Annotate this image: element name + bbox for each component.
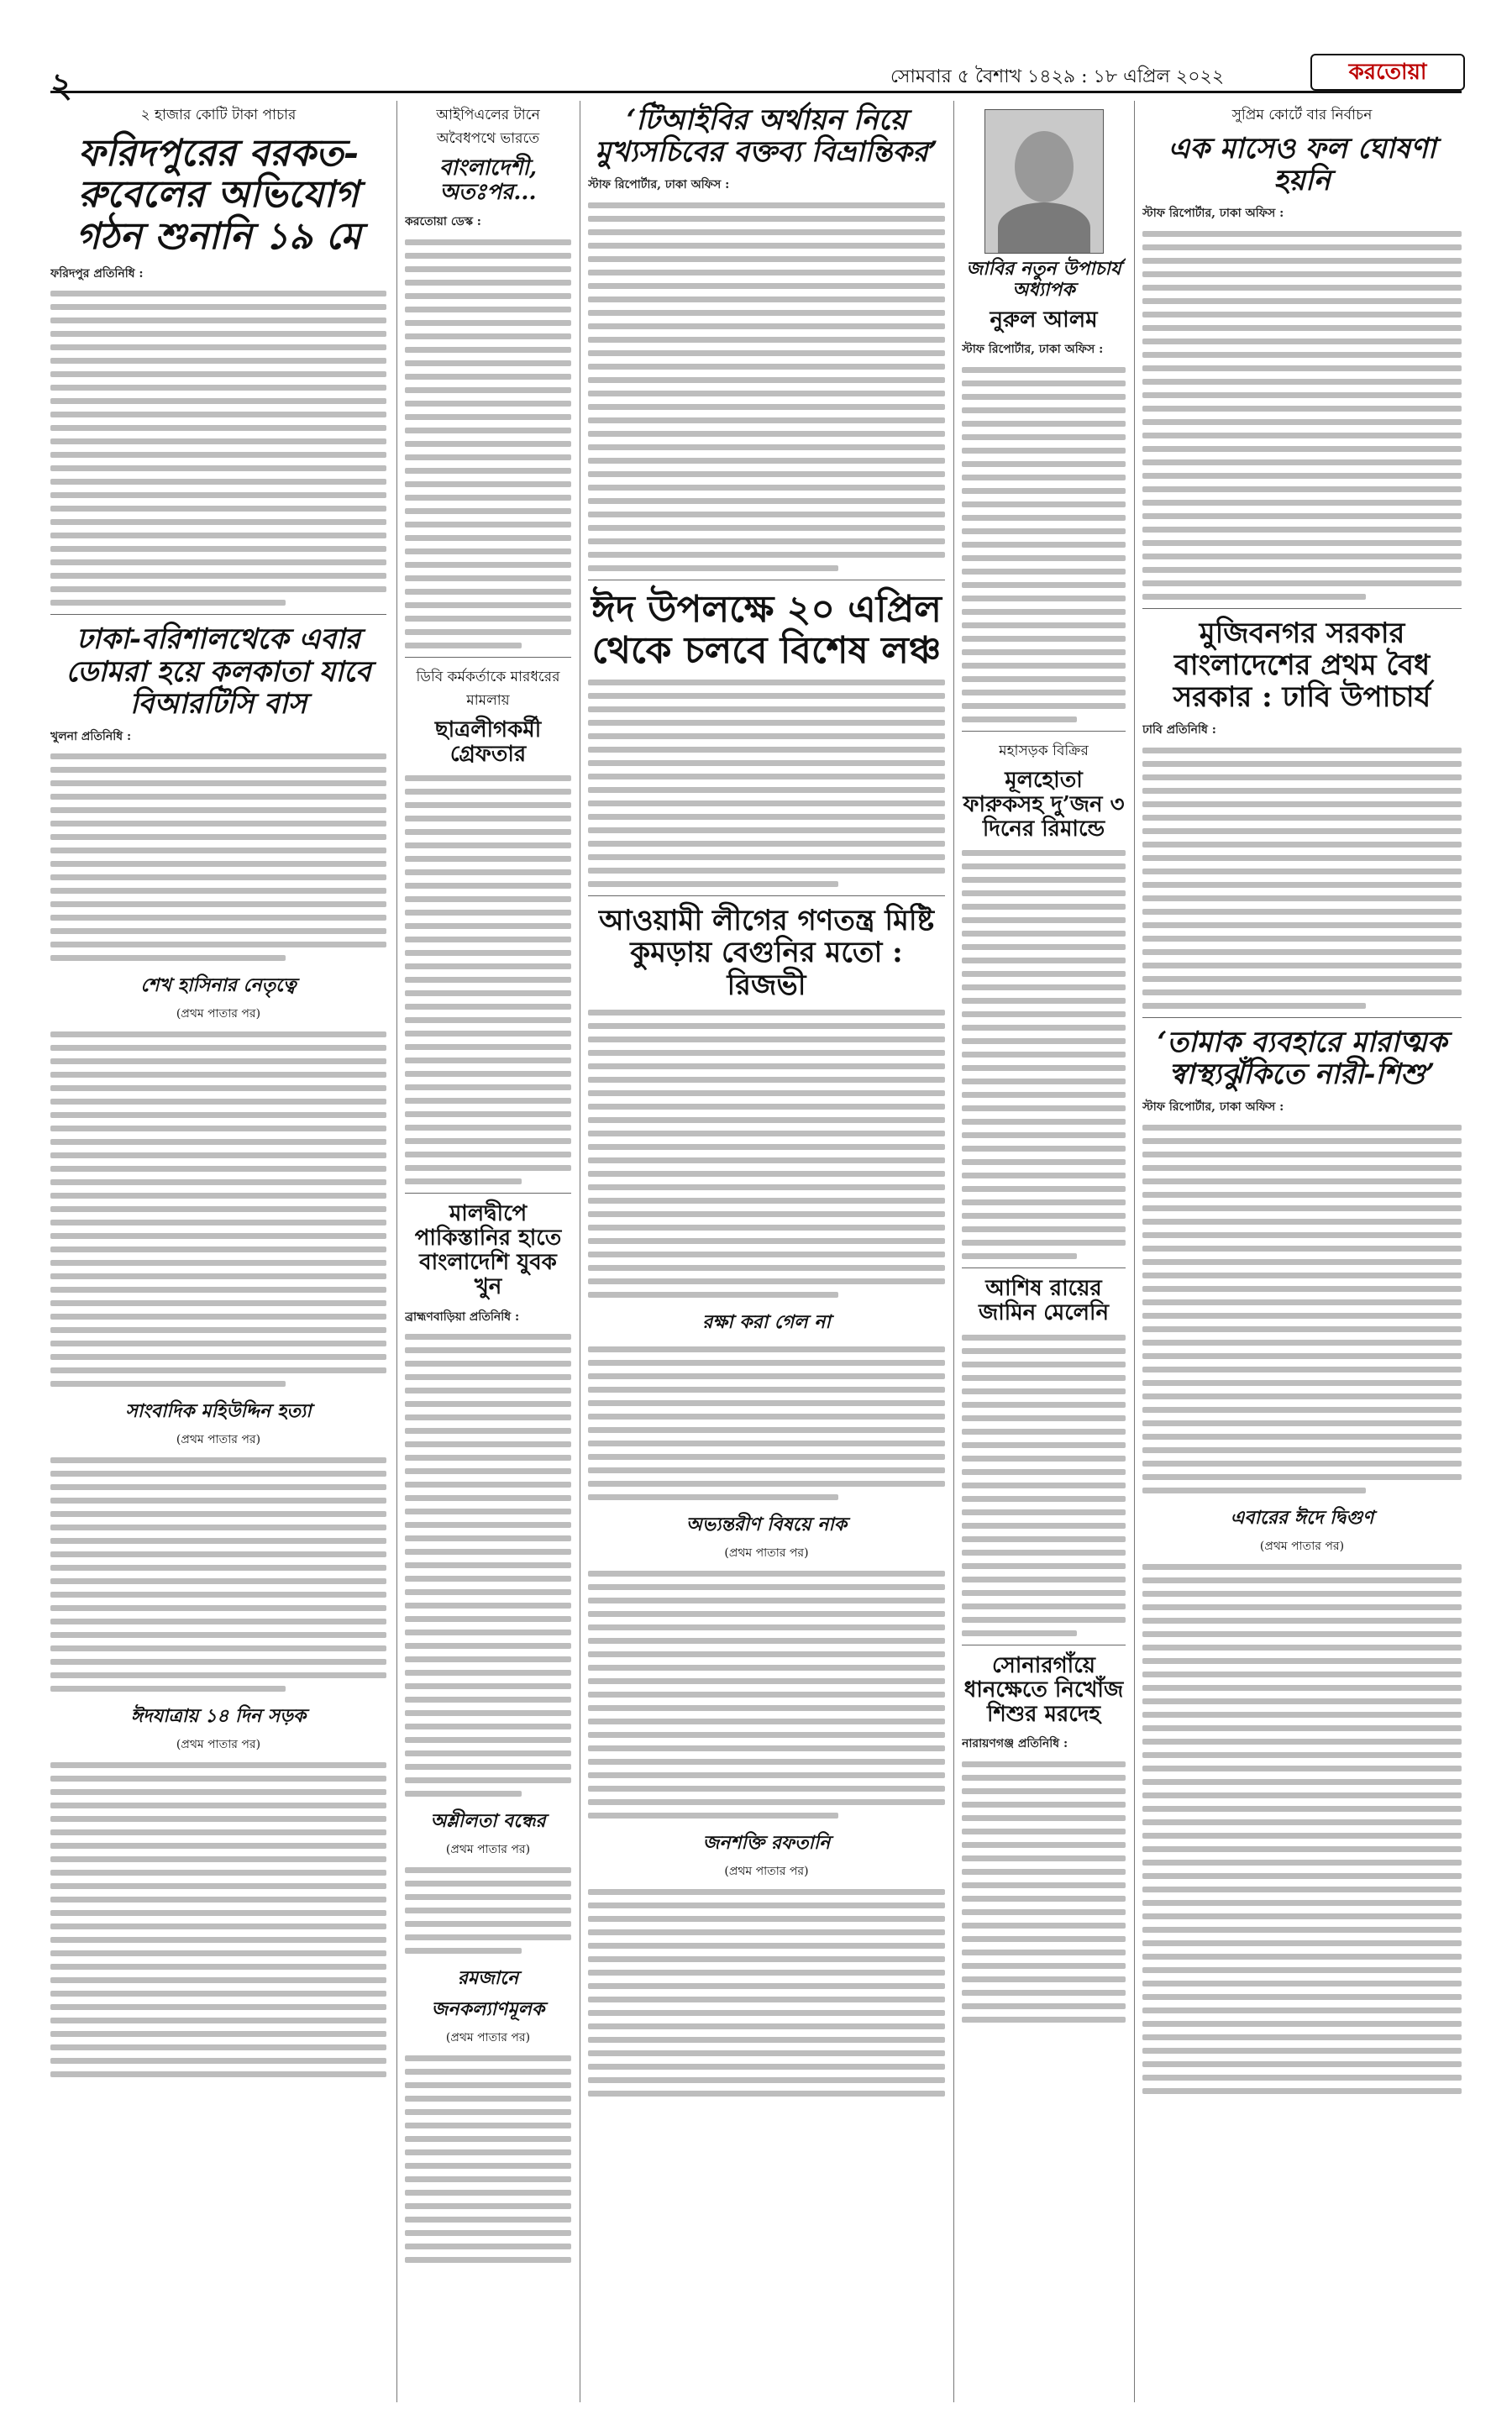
- headline-chhatraleague: ছাত্রলীগকর্মী গ্রেফতার: [434, 716, 542, 768]
- byline: নারায়ণগঞ্জ প্রতিনিধি :: [962, 1736, 1068, 1750]
- photo-caption: জাবির নতুন উপাচার্য অধ্যাপক: [966, 258, 1121, 301]
- column-divider: [953, 101, 954, 2402]
- date-line: সোমবার ৫ বৈশাখ ১৪২৯ : ১৮ এপ্রিল ২০২২: [890, 66, 1225, 87]
- headline-ipl: বাংলাদেশী, অতঃপর...: [438, 155, 538, 206]
- continued-heading: জনশক্তি রফতানি: [702, 1831, 831, 1854]
- kicker: ডিবি কর্মকর্তাকে মারধরের মামলায়: [416, 668, 560, 709]
- byline: স্টাফ রিপোর্টার, ঢাকা অফিস :: [962, 343, 1104, 357]
- continued-note: (প্রথম পাতার পর): [176, 1738, 261, 1752]
- continued-heading: ঈদযাত্রায় ১৪ দিন সড়ক: [130, 1705, 307, 1728]
- masthead-rule: [50, 52, 1462, 93]
- portrait-photo: [984, 109, 1104, 254]
- kicker: মহাসড়ক বিক্রির: [999, 743, 1089, 760]
- headline-brtc-bus: ঢাকা-বরিশালথেকে এবার ডোমরা হয়ে কলকাতা যাবে বিআরটিসি বাস: [66, 622, 371, 721]
- continued-heading: এবারের ঈদে দ্বিগুণ: [1230, 1506, 1374, 1529]
- byline: ফরিদপুর প্রতিনিধি :: [50, 266, 144, 281]
- article-body: [50, 728, 386, 962]
- continued-heading: অভ্যন্তরীণ বিষয়ে নাক: [685, 1513, 848, 1535]
- continued-heading: শেখ হাসিনার নেতৃত্বে: [140, 974, 297, 997]
- continued-note: (প্রথম পাতার পর): [445, 1843, 531, 1857]
- continued-note: (প্রথম পাতার পর): [724, 1864, 809, 1878]
- column-4: [962, 101, 1126, 2402]
- column-2: [405, 101, 571, 2402]
- page-number: ২: [50, 66, 73, 105]
- article-body: [588, 176, 945, 571]
- kicker: ২ হাজার কোটি টাকা পাচার: [140, 107, 297, 123]
- continued-heading: রমজানে জনকল্যাণমূলক: [431, 1967, 545, 2021]
- byline: স্টাফ রিপোর্টার, ঢাকা অফিস :: [1142, 207, 1284, 221]
- article-body: [405, 213, 571, 648]
- continued-note: (প্রথম পাতার পর): [724, 1546, 809, 1560]
- headline-mujibnagar: মুজিবনগর সরকার বাংলাদেশের প্রথম বৈধ সরকার : ঢাবি উপাচার্য: [1173, 616, 1431, 714]
- headline-faridpur: ফরিদপুরের বরকত-রুবেলের অভিযোগ গঠন শুনানি ১৯ মে: [76, 132, 361, 258]
- byline: খুলনা প্রতিনিধি :: [50, 729, 132, 743]
- headline-supreme-court: এক মাসেও ফল ঘোষণা হয়নি: [1168, 132, 1436, 198]
- photo-name: নুরুল আলম: [990, 307, 1098, 333]
- continued-note: (প্রথম পাতার পর): [176, 1433, 261, 1447]
- continued-heading: সাংবাদিক মহিউদ্দিন হত্যা: [125, 1400, 312, 1423]
- headline-mahasarak: মূলহোতা ফারুকসহ দু’জন ৩ দিনের রিমান্ডে: [963, 768, 1125, 842]
- byline: ব্রাহ্মণবাড়িয়া প্রতিনিধি :: [405, 1309, 520, 1324]
- byline: করতোয়া ডেস্ক :: [405, 215, 481, 229]
- article-body: [50, 265, 386, 606]
- byline: স্টাফ রিপোর্টার, ঢাকা অফিস :: [588, 178, 730, 192]
- byline: স্টাফ রিপোর্টার, ঢাকা অফিস :: [1142, 1100, 1284, 1114]
- column-divider: [1134, 101, 1135, 2402]
- headline-maldives: মালদ্বীপে পাকিস্তানির হাতে বাংলাদেশি যুবক খুন: [414, 1201, 562, 1300]
- headline-rizvi: আওয়ামী লীগের গণতন্ত্র মিষ্টি কুমড়ায় বেগুনির মতো : রিজভী: [598, 904, 935, 1002]
- continued-heading: রক্ষা করা গেল না: [702, 1310, 831, 1333]
- continued-note: (প্রথম পাতার পর): [176, 1007, 261, 1021]
- column-1: [50, 101, 386, 2402]
- headline-ashish-roy: আশিষ রায়ের জামিন মেলেনি: [978, 1276, 1109, 1326]
- kicker: আইপিএলের টানে অবৈধপথে ভারতে: [436, 107, 540, 147]
- column-5: [1142, 101, 1462, 2402]
- headline-tobacco: ‘তামাক ব্যবহারে মারাত্মক স্বাস্থ্যঝুঁকিতে নারী-শিশু’: [1157, 1025, 1447, 1091]
- column-divider: [396, 101, 397, 2402]
- kicker: সুপ্রিম কোর্টে বার নির্বাচন: [1231, 107, 1373, 123]
- column-3: [588, 101, 945, 2402]
- continued-note: (প্রথম পাতার পর): [445, 2031, 531, 2045]
- continued-heading: অশ্লীলতা বন্ধের: [430, 1810, 546, 1833]
- continued-note: (প্রথম পাতার পর): [1259, 1539, 1345, 1553]
- headline-tib: ‘টিআইবির অর্থায়ন নিয়ে মুখ্যসচিবের বক্তব্য বিভ্রান্তিকর’: [595, 103, 938, 170]
- headline-sonargaon: সোনারগাঁয়ে ধানক্ষেতে নিখোঁজ শিশুর মরদেহ: [963, 1652, 1124, 1727]
- byline: ঢাবি প্রতিনিধি :: [1142, 723, 1216, 737]
- newspaper-logo: করতোয়া: [1310, 54, 1465, 91]
- headline-eid-launch: ঈদ উপলক্ষে ২০ এপ্রিল থেকে চলবে বিশেষ লঞ্চ: [591, 587, 942, 673]
